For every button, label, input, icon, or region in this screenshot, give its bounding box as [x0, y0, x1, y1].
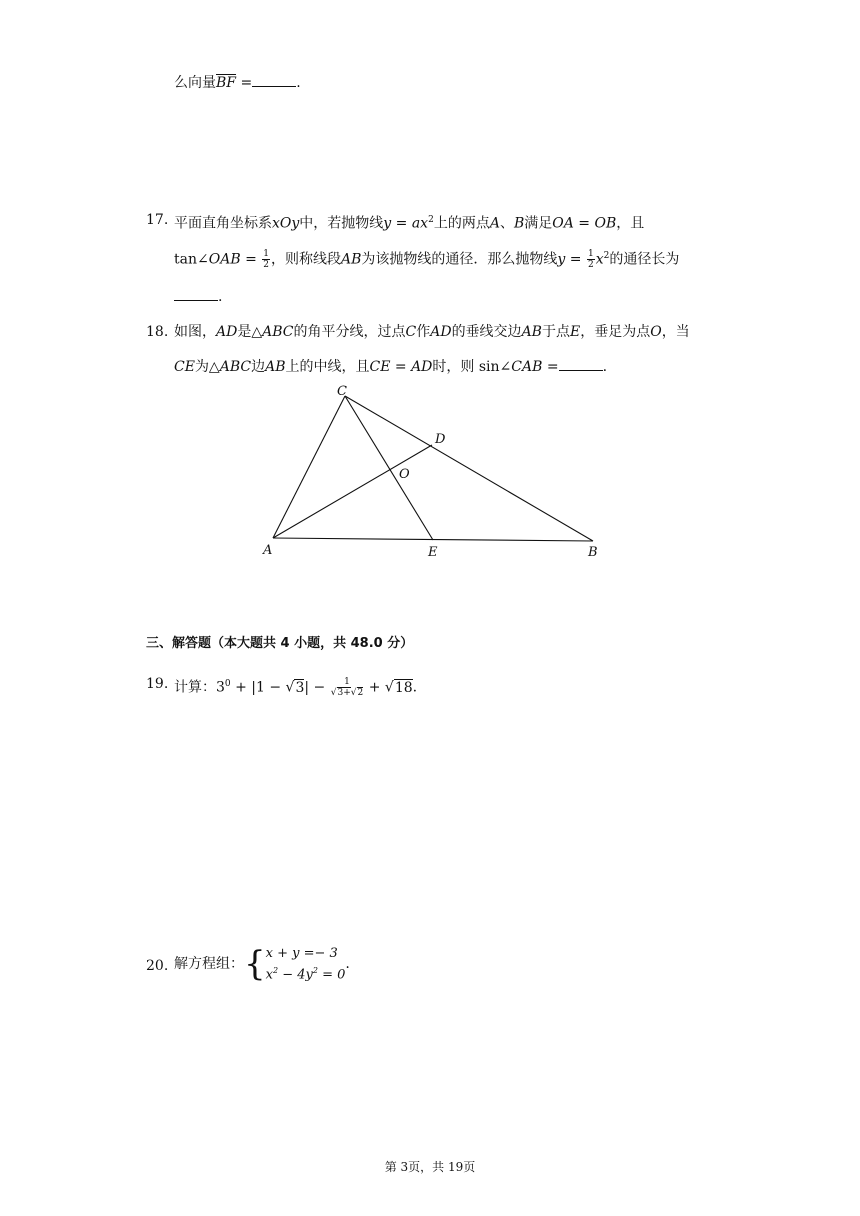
- exponent: 2: [428, 215, 434, 225]
- vector-bf: $\overline{BF}$: [216, 75, 237, 91]
- text: tan∠: [174, 251, 209, 268]
- text: 上的中线，且: [285, 359, 370, 375]
- text: 如图，: [174, 324, 216, 340]
- text: 的垂线交边: [451, 324, 522, 340]
- math: AD: [216, 324, 238, 340]
- math: A: [489, 215, 500, 232]
- page-footer: 第 3页，共 19页: [384, 1160, 476, 1174]
- q18-line2: [174, 356, 607, 377]
- text: 为△: [194, 359, 220, 375]
- math: CE = AD: [369, 359, 433, 375]
- text: 为该抛物线的通径．那么抛物线: [361, 251, 558, 268]
- text: ，且: [616, 215, 645, 232]
- math: − 4y: [278, 967, 313, 983]
- math: x: [265, 967, 273, 983]
- text: 满足: [524, 215, 553, 232]
- text: ，当: [661, 324, 690, 340]
- period: .: [412, 679, 418, 696]
- label-b: B: [588, 545, 598, 560]
- section-title: 三、解答题（本大题共 4 小题，共 48.0 分）: [146, 636, 414, 651]
- text: 上的两点: [433, 215, 490, 232]
- math: ABC: [262, 324, 294, 340]
- math: B: [513, 215, 525, 232]
- math: y = ax: [383, 215, 429, 232]
- denominator: 2: [587, 260, 594, 271]
- label-o: O: [399, 467, 410, 482]
- math: CAB: [511, 359, 543, 375]
- denominator: √3+√2: [330, 688, 364, 699]
- math: = 0: [317, 967, 346, 983]
- text: 的角平分线，过点: [293, 324, 406, 340]
- label-d: D: [435, 432, 446, 447]
- math: OAB: [208, 251, 241, 268]
- equation-system: [266, 945, 346, 983]
- label-a: A: [263, 543, 273, 558]
- q17-line1: [174, 210, 644, 234]
- radicand: 18: [394, 679, 413, 696]
- text: 中，若抛物线: [299, 215, 384, 232]
- text: =: [542, 359, 559, 375]
- side-cb: [345, 396, 593, 541]
- numerator: 1: [587, 249, 594, 260]
- question-number-18: 18.: [146, 324, 169, 340]
- question-number-17: 17.: [146, 212, 169, 228]
- text: 平面直角坐标系: [174, 215, 272, 232]
- exponent: 2: [272, 965, 279, 975]
- text: 、: [499, 215, 514, 232]
- math: OA = OB: [552, 215, 617, 232]
- question-number-19: 19.: [146, 676, 169, 692]
- exponent: 2: [312, 965, 318, 975]
- plus: +: [343, 688, 351, 699]
- math: AB: [265, 359, 286, 375]
- segment-ce: [345, 396, 433, 540]
- math: C: [405, 324, 417, 340]
- math: ABC: [219, 359, 252, 375]
- text: 于点: [541, 324, 570, 340]
- q20-line: [174, 944, 350, 984]
- denominator: 2: [263, 260, 269, 271]
- math: O: [650, 324, 662, 340]
- text: 时，则 sin∠: [432, 359, 512, 375]
- triangle-figure: [255, 378, 615, 568]
- radicand: 2: [357, 688, 364, 699]
- label-e: E: [428, 545, 438, 560]
- answer-blank[interactable]: [174, 286, 218, 301]
- radicand: 3: [295, 679, 305, 696]
- q17-line2: [174, 246, 679, 270]
- q19-line: 计算：$3^0 + |1 - √3|$ − $\frac{1}{√3+√2}$ + √18.: [174, 677, 418, 699]
- fraction: [331, 677, 364, 698]
- text: ，垂足为点: [580, 324, 651, 340]
- math: y: [557, 251, 566, 268]
- brace: {: [244, 944, 266, 984]
- period: .: [602, 359, 608, 375]
- math: E: [569, 324, 581, 340]
- q16-tail: [174, 72, 301, 93]
- q16-text: 么向量: [174, 75, 216, 91]
- answer-blank[interactable]: [252, 72, 296, 87]
- exponent: 2: [603, 251, 610, 261]
- period: .: [296, 75, 301, 91]
- q18-line1: [174, 322, 690, 342]
- math: x: [595, 251, 604, 268]
- q17-line3: [174, 286, 222, 307]
- text: | −: [304, 679, 330, 696]
- period: .: [218, 289, 223, 305]
- math: AB: [341, 251, 362, 268]
- math: AD: [430, 324, 452, 340]
- math: AB: [521, 324, 542, 340]
- text: 作: [416, 324, 431, 340]
- fraction: [262, 249, 270, 270]
- numerator: 1: [263, 249, 269, 260]
- answer-blank[interactable]: [559, 356, 603, 371]
- radicand: 3: [337, 688, 344, 699]
- text: 是△: [237, 324, 263, 340]
- label-c: C: [337, 384, 347, 399]
- equation-1: x + y =− 3: [265, 945, 338, 961]
- question-number-20: 20.: [146, 958, 169, 974]
- math: CE: [174, 359, 195, 375]
- text: 边: [251, 359, 266, 375]
- text: =: [240, 251, 262, 268]
- fraction: [587, 249, 595, 270]
- period: .: [345, 956, 350, 972]
- exponent: 0: [224, 679, 231, 689]
- text: 计算：3: [174, 679, 225, 696]
- math: xOy: [272, 215, 300, 232]
- text: 解方程组：: [174, 956, 244, 972]
- text: =: [565, 251, 586, 268]
- equation-2: [266, 962, 346, 983]
- equals-sign: =: [236, 75, 253, 91]
- text: +: [364, 679, 385, 696]
- text: ，则称线段: [271, 251, 341, 268]
- text: 的通径长为: [609, 251, 680, 268]
- text: + |1 −: [230, 679, 286, 696]
- numerator: 1: [344, 677, 350, 688]
